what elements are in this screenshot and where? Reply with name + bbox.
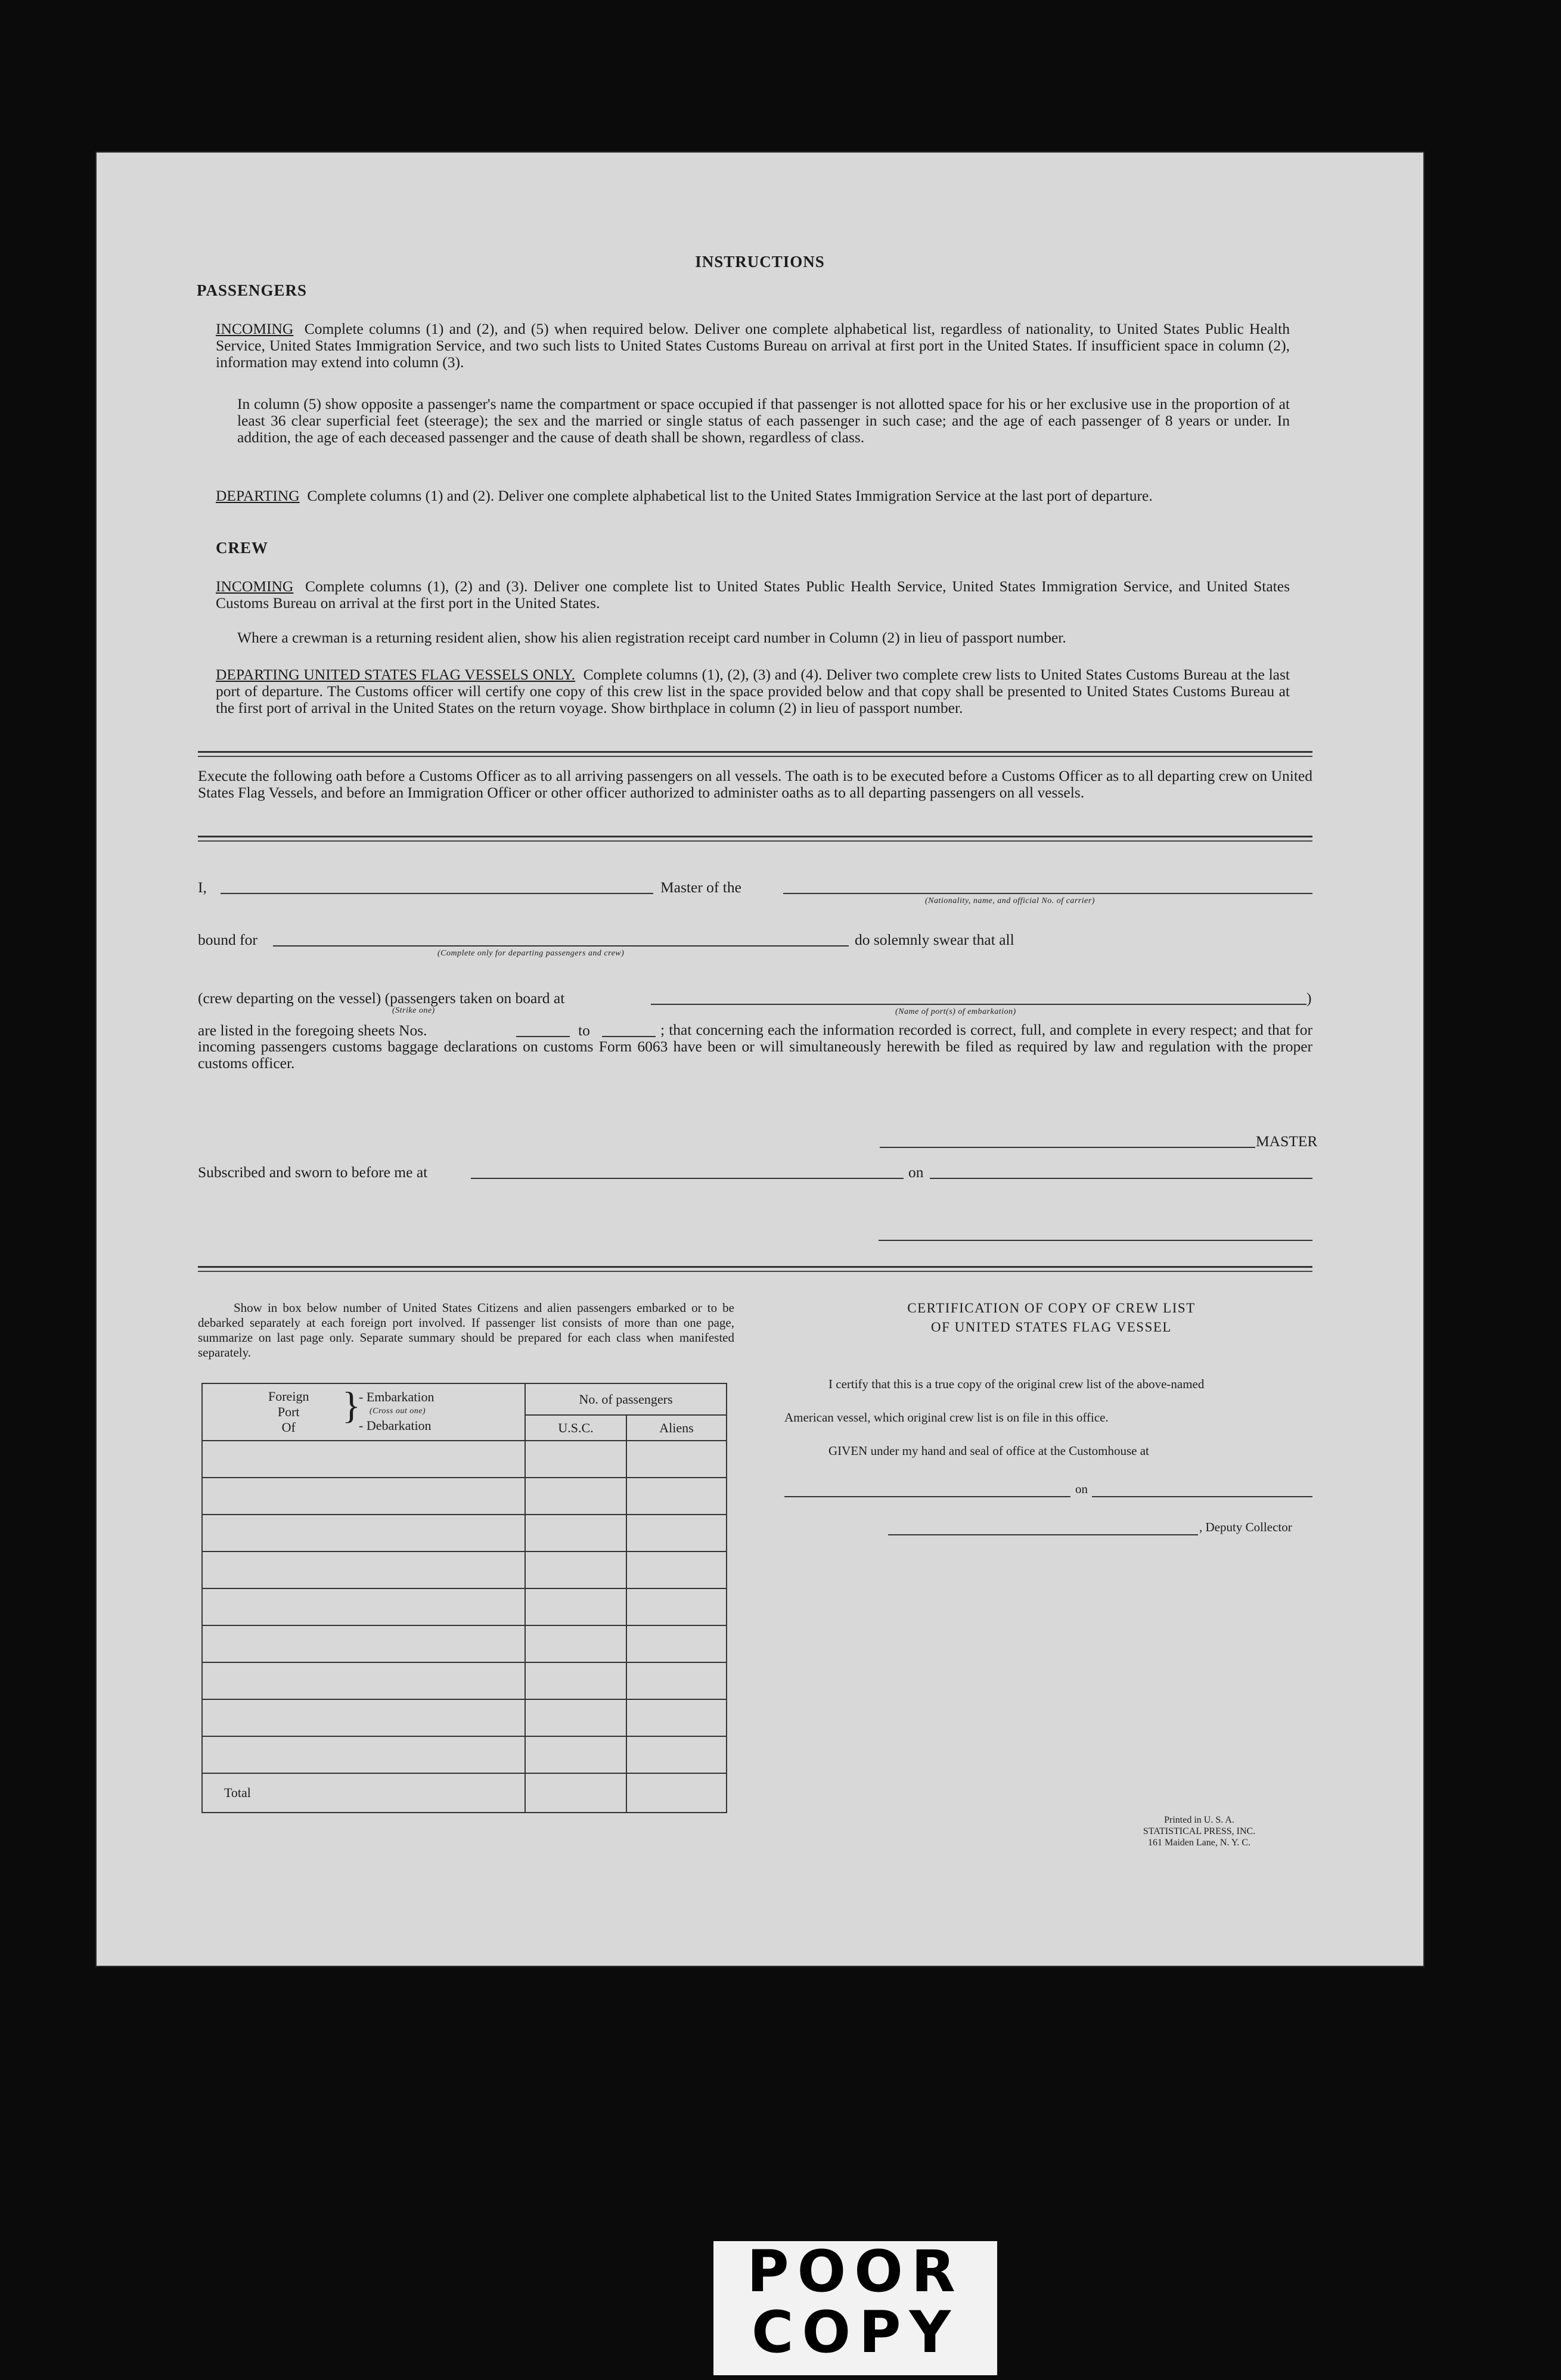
- passengers-incoming-paragraph: [216, 321, 1290, 371]
- table-row: [202, 1478, 727, 1515]
- divider: [198, 1266, 1312, 1268]
- oath-intro: Execute the following oath before a Customs Officer as to all arriving passengers on all vessels. The oath is to be executed before a Customs Officer as to all departing crew on United States Flag Vessels, and before an Immigration Officer or other officer authorized to administer oaths as to all departing passengers on all vessels.: [198, 767, 1312, 801]
- total-row: [202, 1773, 727, 1813]
- table-row: [202, 1699, 727, 1736]
- poor-copy-stamp: [713, 2238, 997, 2375]
- foreign-port-header: Foreign Port Of } - Embarkation (Cross out one) - Debarkation: [202, 1383, 525, 1441]
- table-header-row: [202, 1383, 727, 1415]
- crew-departing-text: Complete columns (1), (2), (3) and (4). Deliver two complete crew lists to United States Customs Bureau at the last port of departure. The Customs officer will certify one copy of this crew list in the space provided below and that copy shall be presented to United States Customs Bureau at the first port of arrival in the United States on the return voyage. Show birthplace in column (2) in lieu of passport number.: [216, 666, 1290, 716]
- port-cell[interactable]: [202, 1625, 525, 1662]
- do-solemnly-label: do solemnly swear that all: [855, 931, 1014, 948]
- sworn-place-line[interactable]: [471, 1178, 904, 1179]
- aliens-cell[interactable]: [626, 1552, 727, 1588]
- deputy-collector-line[interactable]: [888, 1534, 1198, 1535]
- usc-cell[interactable]: [525, 1441, 626, 1478]
- embarkation-port-line[interactable]: [651, 1004, 1306, 1005]
- divider: [198, 751, 1312, 753]
- table-row: [202, 1736, 727, 1773]
- crew-crewman-text: Where a crewman is a returning resident alien, show his alien registration receipt card number in Column (2) in lieu of passport number.: [237, 629, 1066, 646]
- given-text: GIVEN under my hand and seal of office at the Customhouse at: [828, 1444, 1149, 1458]
- usc-cell[interactable]: [525, 1478, 626, 1515]
- master-label: MASTER: [1256, 1132, 1318, 1150]
- port-cell[interactable]: [202, 1478, 525, 1515]
- summary-instructions: Show in box below number of United States Citizens and alien passengers embarked or to be debarked separately at each foreign port involved. If passenger list consists of more than one page, summarize on last page only. Separate summary should be prepared for each class when manifested separately.: [198, 1301, 734, 1360]
- certify-text-1: I certify that this is a true copy of the original crew list of the above-named: [828, 1377, 1205, 1391]
- crew-departing-paragraph: [216, 666, 1290, 716]
- table-row: [202, 1552, 727, 1588]
- cert-on-label: on: [1075, 1482, 1088, 1496]
- usc-cell[interactable]: [525, 1699, 626, 1736]
- port-label: Port: [277, 1404, 300, 1419]
- customhouse-line[interactable]: [784, 1496, 1070, 1497]
- usc-total-cell[interactable]: [525, 1773, 626, 1813]
- certification-title-1: CERTIFICATION OF COPY OF CREW LIST: [907, 1301, 1196, 1315]
- aliens-cell[interactable]: [626, 1588, 727, 1625]
- usc-cell[interactable]: [525, 1515, 626, 1552]
- usc-header: U.S.C.: [525, 1415, 626, 1441]
- subscribed-label: Subscribed and sworn to before me at: [198, 1163, 428, 1181]
- passengers-departing-label: DEPARTING: [216, 487, 300, 504]
- officer-signature-line[interactable]: [879, 1240, 1312, 1241]
- usc-cell[interactable]: [525, 1588, 626, 1625]
- master-name-line[interactable]: [221, 893, 653, 894]
- on-label: on: [908, 1163, 924, 1181]
- printer-imprint: [1122, 1814, 1277, 1848]
- usc-cell[interactable]: [525, 1552, 626, 1588]
- divider: [198, 756, 1312, 757]
- port-caption: (Name of port(s) of embarkation): [895, 1007, 1016, 1016]
- port-cell[interactable]: [202, 1699, 525, 1736]
- crew-departing-label: DEPARTING UNITED STATES FLAG VESSELS ONLY.: [216, 666, 576, 683]
- aliens-cell[interactable]: [626, 1515, 727, 1552]
- port-cell[interactable]: [202, 1515, 525, 1552]
- table-row: [202, 1441, 727, 1478]
- cert-date-line[interactable]: [1092, 1496, 1312, 1497]
- deputy-collector-label: , Deputy Collector: [1199, 1520, 1292, 1534]
- port-cell[interactable]: [202, 1662, 525, 1699]
- passengers-departing-paragraph: [216, 488, 1290, 504]
- passengers-heading: PASSENGERS: [197, 281, 308, 299]
- form-sheet: [97, 153, 1423, 1966]
- crew-heading: CREW: [216, 539, 269, 557]
- sworn-date-line[interactable]: [930, 1178, 1312, 1179]
- aliens-cell[interactable]: [626, 1478, 727, 1515]
- close-paren: ): [1306, 989, 1312, 1007]
- certification-title-2: OF UNITED STATES FLAG VESSEL: [931, 1320, 1172, 1335]
- oath-i-label: I,: [198, 879, 207, 896]
- oath-body-text: ; that concerning each the information recorded is correct, full, and complete in every respect; and that for incoming passengers customs baggage declarations on customs Form 6063 have been or will simultaneously herewith be filed as required by law and regulation with the proper customs officer.: [198, 1021, 1312, 1072]
- port-cell[interactable]: [202, 1736, 525, 1773]
- passengers-incoming-text: Complete columns (1) and (2), and (5) when required below. Deliver one complete alphabetical list, regardless of nationality, to United States Public Health Service, United States Immigration Service, and two such lists to United States Customs Bureau on arrival at first port in the United States. If insufficient space in column (2), information may extend into column (3).: [216, 320, 1290, 371]
- table-row: [202, 1515, 727, 1552]
- total-label: Total: [202, 1773, 525, 1813]
- crew-incoming-paragraph: [216, 578, 1290, 612]
- table-row: [202, 1662, 727, 1699]
- aliens-cell[interactable]: [626, 1441, 727, 1478]
- poor-copy-line-1: POOR: [747, 2238, 964, 2305]
- carrier-line[interactable]: [783, 893, 1312, 894]
- usc-cell[interactable]: [525, 1736, 626, 1773]
- foreign-label: Foreign: [268, 1389, 309, 1404]
- aliens-header: Aliens: [626, 1415, 727, 1441]
- aliens-cell[interactable]: [626, 1699, 727, 1736]
- divider: [198, 836, 1312, 837]
- brace-icon: }: [342, 1384, 361, 1426]
- passengers-column5-text: In column (5) show opposite a passenger's name the compartment or space occupied if that passenger is not allotted space for his or her exclusive use in the proportion of at least 36 clear superficial feet (steerage); the sex and the married or single status of each passenger in such case; and the age of each passenger of 8 years or under. In addition, the age of each deceased passenger and the cause of death shall be shown, regardless of class.: [237, 395, 1290, 446]
- cross-out-caption: (Cross out one): [370, 1407, 426, 1416]
- bound-for-label: bound for: [198, 931, 257, 948]
- divider: [198, 1271, 1312, 1272]
- poor-copy-line-2: COPY: [752, 2299, 959, 2366]
- aliens-cell[interactable]: [626, 1662, 727, 1699]
- port-cell[interactable]: [202, 1588, 525, 1625]
- strike-one-caption: (Strike one): [392, 1006, 435, 1015]
- divider: [198, 840, 1312, 842]
- of-label: Of: [281, 1420, 296, 1435]
- passengers-incoming-label: INCOMING: [216, 320, 294, 337]
- complete-only-caption: (Complete only for departing passengers and crew): [437, 949, 625, 958]
- embarkation-label: Embarkation: [366, 1389, 435, 1404]
- certify-text-2: American vessel, which original crew list is on file in this office.: [784, 1410, 1109, 1425]
- printer-line-1: Printed in U. S. A.: [1164, 1815, 1234, 1825]
- usc-cell[interactable]: [525, 1625, 626, 1662]
- aliens-cell[interactable]: [626, 1736, 727, 1773]
- port-cell[interactable]: [202, 1441, 525, 1478]
- passengers-departing-text: Complete columns (1) and (2). Deliver one complete alphabetical list to the United States Immigration Service at the last port of departure.: [307, 487, 1153, 504]
- printer-line-2: STATISTICAL PRESS, INC.: [1143, 1826, 1256, 1836]
- crew-incoming-label: INCOMING: [216, 578, 294, 595]
- crew-incoming-text: Complete columns (1), (2) and (3). Deliver one complete list to United States Public Health Service, United States Immigration Service, and United States Customs Bureau on arrival at the first port in the United States.: [216, 578, 1290, 612]
- debarkation-label: Debarkation: [366, 1418, 432, 1433]
- aliens-total-cell[interactable]: [626, 1773, 727, 1813]
- listed-sheets-label: are listed in the foregoing sheets Nos.: [198, 1022, 427, 1039]
- table-row: [202, 1588, 727, 1625]
- passenger-summary-table: [201, 1383, 727, 1813]
- usc-cell[interactable]: [525, 1662, 626, 1699]
- aliens-cell[interactable]: [626, 1625, 727, 1662]
- master-signature-line[interactable]: [880, 1147, 1255, 1148]
- nationality-caption: (Nationality, name, and official No. of carrier): [925, 896, 1095, 905]
- crew-departing-label: (crew departing on the vessel) (passengers taken on board at: [198, 989, 565, 1007]
- no-of-passengers-header: No. of passengers: [525, 1383, 727, 1415]
- table-row: [202, 1625, 727, 1662]
- instructions-title: INSTRUCTIONS: [695, 253, 825, 271]
- master-of-the-label: Master of the: [660, 879, 741, 896]
- bound-for-line[interactable]: [273, 945, 849, 947]
- to-label: to: [578, 1022, 590, 1039]
- port-cell[interactable]: [202, 1552, 525, 1588]
- printer-line-3: 161 Maiden Lane, N. Y. C.: [1148, 1838, 1250, 1848]
